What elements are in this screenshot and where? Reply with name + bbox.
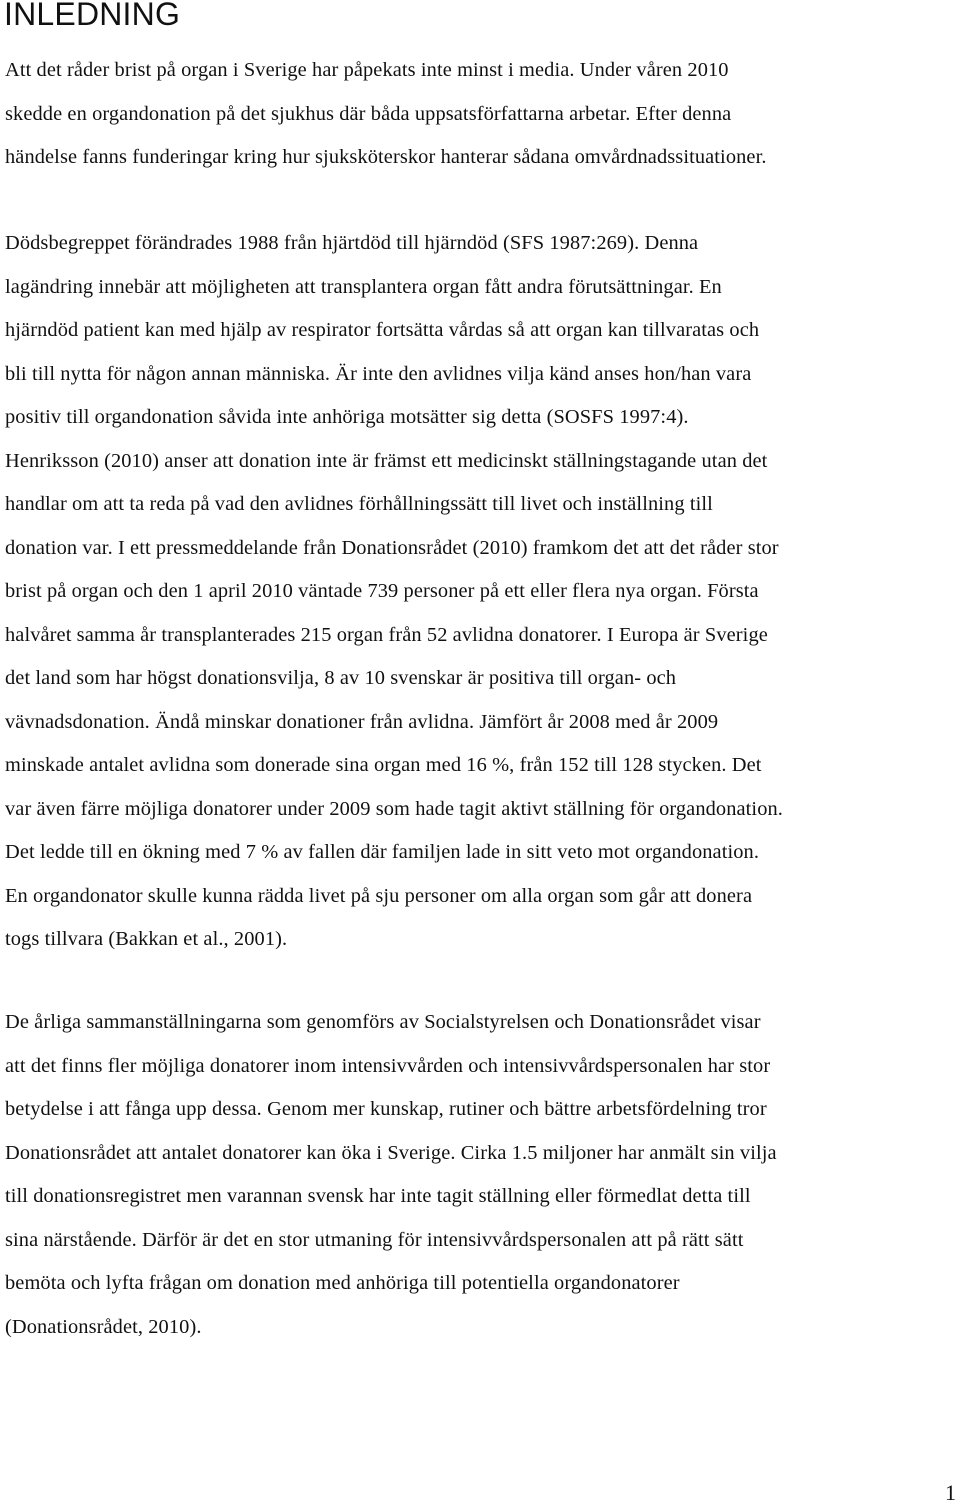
text-line: till donationsregistret men varannan svensk har inte tagit ställning eller förmedlat detta till [5, 1185, 751, 1207]
text-line: brist på organ och den 1 april 2010 väntade 739 personer på ett eller flera nya organ. Första [5, 580, 759, 602]
text-line: sina närstående. Därför är det en stor utmaning för intensivvårdspersonalen att på rätt sätt [5, 1228, 744, 1251]
paragraph-death-definition [5, 222, 783, 962]
text-line: handlar om att ta reda på vad den avlidnes förhållningssätt till livet och inställning till [5, 493, 713, 515]
text-line: vävnadsdonation. Ändå minskar donationer från avlidna. Jämfört år 2008 med år 2009 [5, 710, 719, 733]
text-line: En organdonator skulle kunna rädda livet på sju personer om alla organ som går att donera [5, 884, 753, 907]
text-line: betydelse i att fånga upp dessa. Genom mer kunskap, rutiner och bättre arbetsfördelning tror [5, 1098, 767, 1120]
text-line: lagändring innebär att möjligheten att transplantera organ fått andra förutsättningar. En [5, 275, 722, 298]
text-line: Att det råder brist på organ i Sverige har påpekats inte minst i media. Under våren 2010 [5, 59, 729, 81]
page-title: INLEDNING [4, 0, 181, 32]
text-line: bli till nytta för någon annan människa. Är inte den avlidnes vilja känd anses hon/han vara [5, 362, 752, 385]
text-line: Henriksson (2010) anser att donation inte är främst ett medicinskt ställningstagande utan det [5, 449, 768, 472]
text-line: De årliga sammanställningarna som genomförs av Socialstyrelsen och Donationsrådet visar [5, 1011, 761, 1033]
paragraph-annual-reports [5, 1001, 777, 1349]
text-line: att det finns fler möjliga donatorer inom intensivvården och intensivvårdspersonalen har stor [5, 1054, 771, 1077]
text-line: minskade antalet avlidna som donerade sina organ med 16 %, från 152 till 128 stycken. Det [5, 754, 762, 776]
text-line: halvåret samma år transplanterades 215 organ från 52 avlidna donatorer. I Europa är Sverige [5, 623, 768, 646]
text-line: Dödsbegreppet förändrades 1988 från hjärtdöd till hjärndöd (SFS 1987:269). Denna [5, 232, 699, 254]
text-line: det land som har högst donationsvilja, 8 av 10 svenskar är positiva till organ- och [5, 667, 677, 689]
text-line: togs tillvara (Bakkan et al., 2001). [5, 928, 288, 950]
page-number: 1 [945, 1480, 956, 1505]
text-line: Det ledde till en ökning med 7 % av fallen där familjen lade in sitt veto mot organdonation. [5, 841, 760, 863]
text-line: skedde en organdonation på det sjukhus där båda uppsatsförfattarna arbetar. Efter denna [5, 102, 732, 125]
paragraph-intro [5, 49, 767, 180]
text-line: händelse fanns funderingar kring hur sjuksköterskor hanterar sådana omvårdnadssituationer. [5, 146, 767, 168]
text-line: hjärndöd patient kan med hjälp av respirator fortsätta vårdas så att organ kan tillvaratas och [5, 319, 760, 341]
text-line: positiv till organdonation såvida inte anhöriga motsätter sig detta (SOSFS 1997:4). [5, 406, 689, 428]
text-line: bemöta och lyfta frågan om donation med anhöriga till potentiella organdonatorer [5, 1272, 680, 1294]
text-line: var även färre möjliga donatorer under 2009 som hade tagit aktivt ställning för organdonation. [5, 797, 783, 820]
text-line: Donationsrådet att antalet donatorer kan öka i Sverige. Cirka 1.5 miljoner har anmält sin vilja [5, 1141, 777, 1164]
text-line: (Donationsrådet, 2010). [5, 1315, 202, 1338]
text-line: donation var. I ett pressmeddelande från Donationsrådet (2010) framkom det att det råder stor [5, 536, 779, 559]
